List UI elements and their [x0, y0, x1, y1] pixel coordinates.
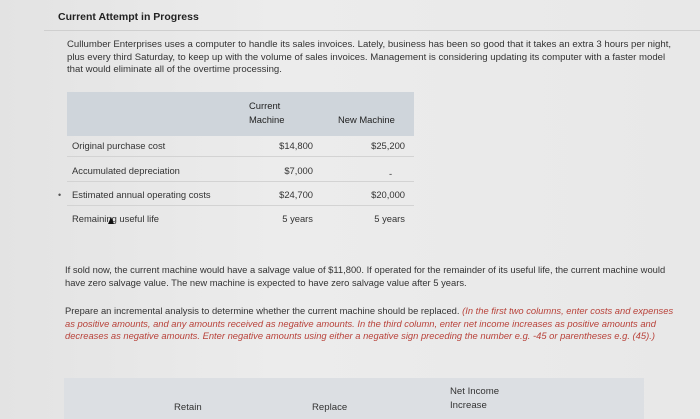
col-header-net-income-line2: Increase [450, 400, 487, 411]
row-label: Accumulated depreciation [72, 165, 180, 176]
machine-comparison-table [58, 92, 414, 236]
col-header-replace: Replace [312, 402, 348, 413]
row-new-value: - [389, 168, 393, 179]
divider [44, 30, 700, 31]
salvage-paragraph: If sold now, the current machine would have a salvage value of $11,800. If operated for the remainder of its useful life, the current machine would have zero salvage value. The new machine is expected to have zero salvage value after 5 years. [65, 264, 666, 288]
mouse-cursor-icon [108, 217, 114, 224]
row-label: Estimated annual operating costs [72, 189, 211, 200]
row-new-value: $20,000 [371, 189, 405, 200]
row-new-value: 5 years [374, 213, 405, 224]
row-current-value: $14,800 [279, 140, 313, 151]
row-current-value: 5 years [282, 213, 313, 224]
page-title: Current Attempt in Progress [58, 11, 199, 23]
analysis-header-band [64, 378, 644, 419]
col-header-current-line2: Machine [249, 114, 285, 125]
col-header-current-line1: Current [249, 100, 281, 111]
instructions-main: Prepare an incremental analysis to determine whether the current machine should be replaced. [65, 305, 460, 316]
col-header-new: New Machine [338, 114, 395, 125]
row-current-value: $24,700 [279, 189, 313, 200]
row-label: Remaining useful life [72, 213, 160, 224]
col-header-net-income-line1: Net Income [450, 386, 500, 397]
row-new-value: $25,200 [371, 140, 405, 151]
bullet-marker: • [58, 190, 62, 200]
col-header-retain: Retain [174, 402, 202, 413]
intro-text: Cullumber Enterprises uses a computer to handle its sales invoices. Lately, business has been so good that it takes an extra 3 hours per night, plus every third Saturday, to keep up with the volume of sales invoices. Management is considering updating its computer with a faster model that would eliminate all of the overtime processing. [67, 39, 672, 75]
instructions-note: (In the first two columns, enter costs and expenses as positive amounts, and any amounts received as negative amounts. In the third column, enter net income increases as positive amounts and decreases as negative amounts. Enter negative amounts using either a negative sign preceding the number e.g. -45 or parentheses e.g. (45).) [65, 305, 674, 341]
row-current-value: $7,000 [284, 165, 313, 176]
instructions-paragraph [65, 305, 685, 343]
row-label: Original purchase cost [72, 140, 166, 151]
